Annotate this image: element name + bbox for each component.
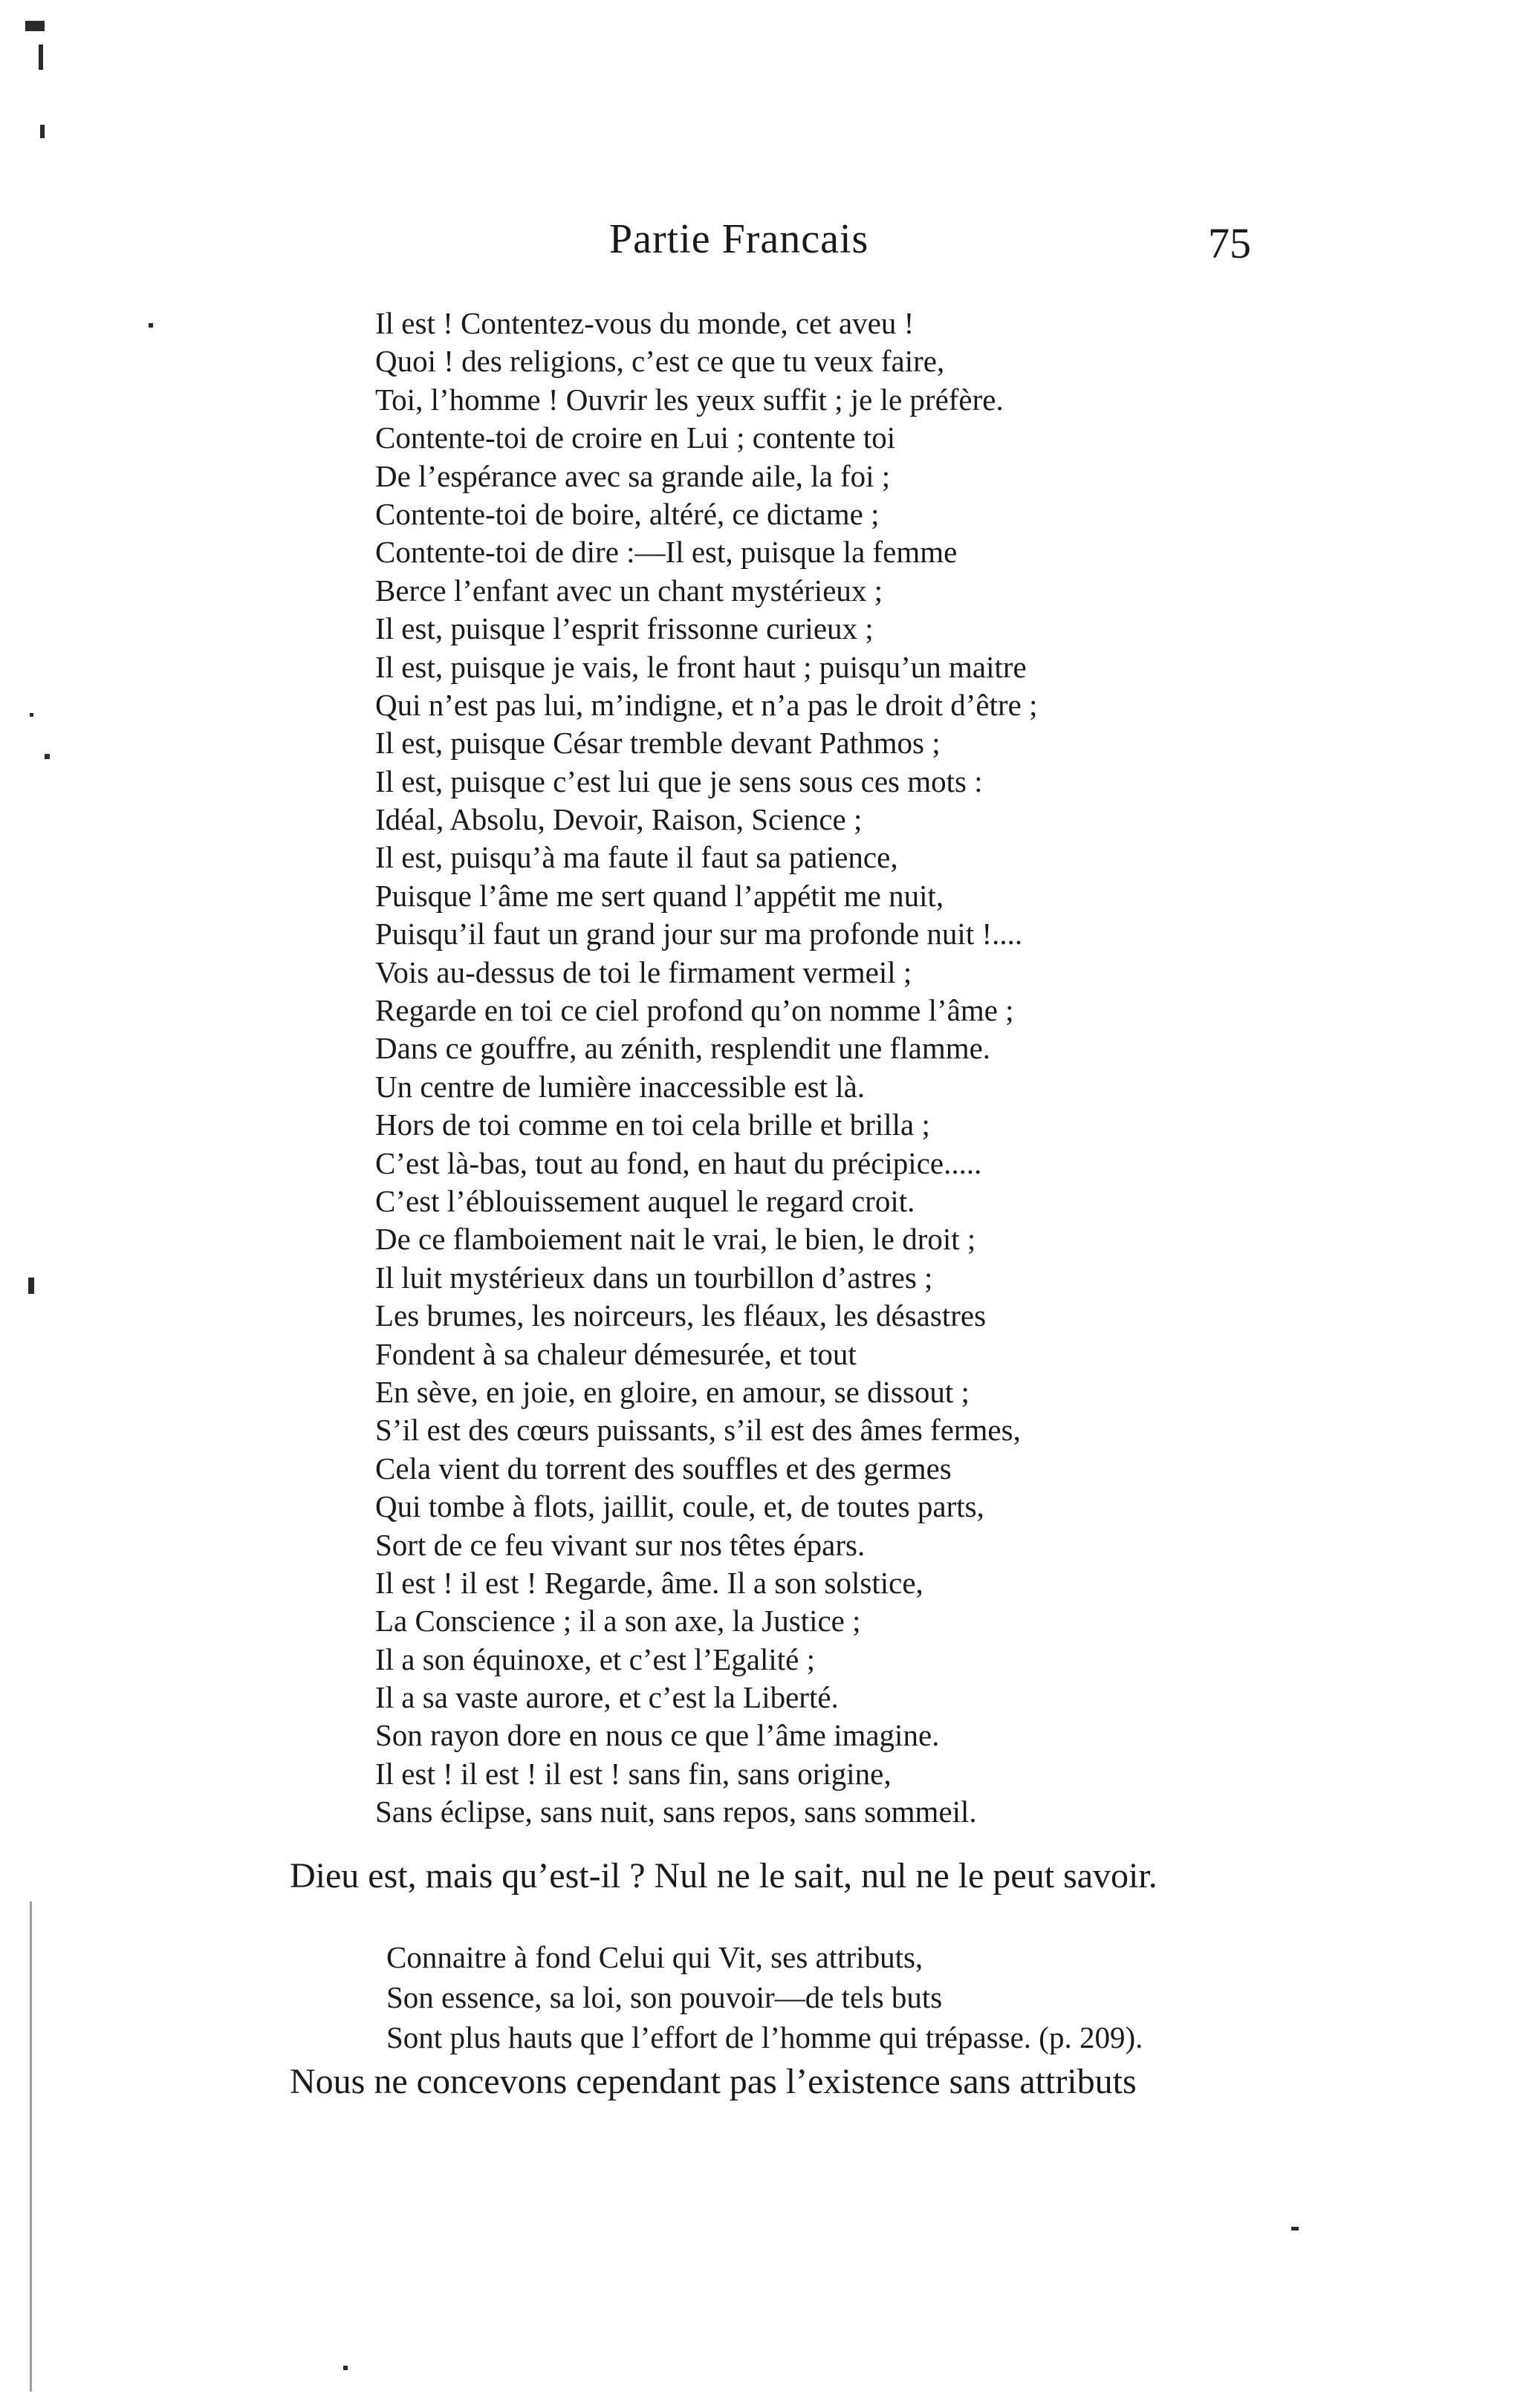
poem-line: Son rayon dore en nous ce que l’âme imagine. — [375, 1718, 940, 1753]
poem-line: Contente-toi de boire, altéré, ce dictame ; — [375, 496, 880, 531]
poem-line: Idéal, Absolu, Devoir, Raison, Science ; — [375, 802, 863, 837]
poem-line: Hors de toi comme en toi cela brille et brilla ; — [375, 1107, 930, 1142]
running-header-title: Partie Francais — [609, 216, 869, 262]
scan-artifact-mark — [45, 754, 50, 759]
poem-line: Vois au-dessus de toi le firmament vermeil ; — [375, 954, 912, 989]
poem-line: Son essence, sa loi, son pouvoir—de tels buts — [386, 1980, 943, 2014]
poem-line: Toi, l’homme ! Ouvrir les yeux suffit ; je le préfère. — [375, 382, 1004, 417]
poem-line: Sans éclipse, sans nuit, sans repos, sans sommeil. — [375, 1794, 977, 1829]
poem-line: Qui n’est pas lui, m’indigne, et n’a pas le droit d’être ; — [375, 687, 1038, 722]
poem-line: Il a sa vaste aurore, et c’est la Liberté. — [375, 1680, 839, 1715]
poem-line: De ce flamboiement nait le vrai, le bien, le droit ; — [375, 1222, 976, 1257]
scan-artifact-mark — [40, 125, 45, 138]
poem-line: Il est, puisque César tremble devant Pathmos ; — [375, 726, 941, 761]
scan-artifact-mark — [28, 1278, 34, 1294]
poem-line: Fondent à sa chaleur démesurée, et tout — [375, 1336, 857, 1371]
poem-line: Un centre de lumière inaccessible est là. — [375, 1069, 866, 1104]
poem-line: Il est ! il est ! Regarde, âme. Il a son solstice, — [375, 1565, 923, 1600]
poem-line: La Conscience ; il a son axe, la Justice ; — [375, 1604, 861, 1639]
poem-line: Il est, puisque l’esprit frissonne curieux ; — [375, 611, 874, 646]
poem-line: En sève, en joie, en gloire, en amour, se dissout ; — [375, 1374, 970, 1409]
scan-artifact-mark — [39, 45, 43, 70]
scan-artifact-mark — [149, 323, 153, 328]
prose-paragraph: Dieu est, mais qu’est-il ? Nul ne le sait, nul ne le peut savoir. — [290, 1856, 1158, 1896]
poem-line: Dans ce gouffre, au zénith, resplendit une flamme. — [375, 1031, 991, 1066]
scan-artifact-mark — [30, 713, 33, 717]
quoted-verse-block — [386, 1937, 1352, 2057]
scan-artifact-mark — [343, 2366, 348, 2370]
poem-line: Regarde en toi ce ciel profond qu’on nomme l’âme ; — [375, 993, 1014, 1028]
scan-artifact-mark — [25, 21, 45, 31]
scan-artifact-mark — [1291, 2227, 1299, 2230]
poem-line: Les brumes, les noirceurs, les fléaux, les désastres — [375, 1298, 987, 1333]
poem-line: Connaitre à fond Celui qui Vit, ses attributs, — [386, 1940, 923, 1974]
poem-block — [375, 305, 1341, 1832]
poem-line: C’est l’éblouissement auquel le regard croit. — [375, 1183, 915, 1218]
poem-line: Sont plus hauts que l’effort de l’homme qui trépasse. (p. 209). — [386, 2020, 1143, 2054]
poem-line: Il est, puisqu’à ma faute il faut sa patience, — [375, 840, 898, 875]
poem-line: Contente-toi de dire :—Il est, puisque la femme — [375, 535, 958, 570]
poem-line: Il est, puisque c’est lui que je sens sous ces mots : — [375, 764, 983, 798]
poem-line: Il est, puisque je vais, le front haut ; puisqu’un maitre — [375, 649, 1027, 684]
prose-paragraph-continued: Nous ne concevons cependant pas l’existence sans attributs — [290, 2062, 1137, 2101]
poem-line: Contente-toi de croire en Lui ; contente toi — [375, 420, 896, 455]
poem-line: Quoi ! des religions, c’est ce que tu veux faire, — [375, 344, 945, 379]
poem-line: Berce l’enfant avec un chant mystérieux ; — [375, 573, 883, 608]
poem-line: Il a son équinoxe, et c’est l’Egalité ; — [375, 1641, 816, 1676]
poem-line: S’il est des cœurs puissants, s’il est des âmes fermes, — [375, 1413, 1021, 1448]
scan-artifact-mark — [30, 1901, 32, 2392]
poem-line: Cela vient du torrent des souffles et des germes — [375, 1451, 952, 1486]
poem-line: Qui tombe à flots, jaillit, coule, et, de toutes parts, — [375, 1489, 984, 1524]
poem-line: Puisqu’il faut un grand jour sur ma profonde nuit !.... — [375, 917, 1023, 951]
poem-line: Il luit mystérieux dans un tourbillon d’astres ; — [375, 1260, 933, 1295]
poem-line: De l’espérance avec sa grande aile, la foi ; — [375, 458, 891, 493]
poem-line: Il est ! Contentez-vous du monde, cet aveu ! — [375, 306, 915, 340]
poem-line: C’est là-bas, tout au fond, en haut du précipice..... — [375, 1145, 982, 1180]
poem-line: Sort de ce feu vivant sur nos têtes épars. — [375, 1527, 866, 1562]
page-number: 75 — [1208, 219, 1251, 267]
poem-line: Puisque l’âme me sert quand l’appétit me nuit, — [375, 878, 944, 913]
poem-line: Il est ! il est ! il est ! sans fin, sans origine, — [375, 1756, 892, 1791]
